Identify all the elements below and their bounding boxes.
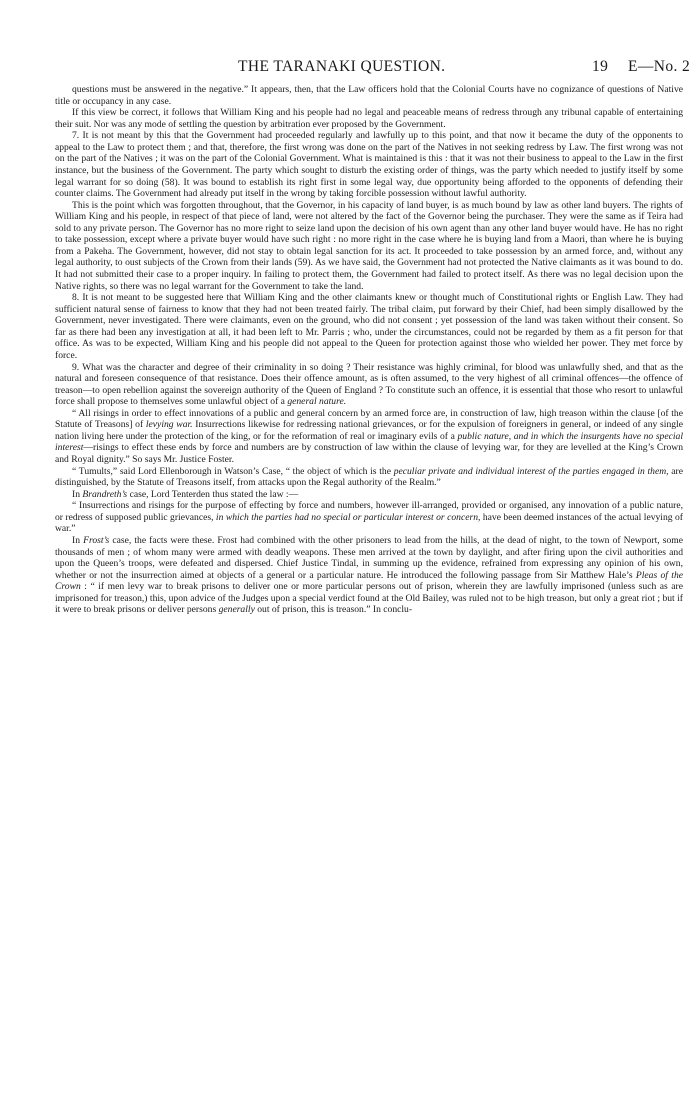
text-run: questions must be answered in the negative.” It appears, then, that the Law officers hold that the Colonial Courts have no cognizance of questions of Native title or occupancy in any case. xyxy=(55,84,683,107)
paragraph xyxy=(55,200,683,293)
paragraph xyxy=(55,292,683,361)
text-run: are distinguished, by the Statute of Treasons itself, from attacks upon the Regal authority of the Realm.” xyxy=(55,465,683,489)
text-run: case, Lord Tenterden thus stated the law :— xyxy=(127,488,299,500)
paragraph xyxy=(55,84,683,107)
page-header xyxy=(0,58,700,78)
text-run: Insurrections likewise for redressing national grievances, or for the expulsion of foreigners in general, or indeed of any single nation living here under the protection of the king, or for the reformation of real or imaginary evils of a xyxy=(55,419,683,442)
italic-run: Brandreth’s xyxy=(82,488,128,500)
paragraph xyxy=(55,489,683,501)
italic-run: peculiar private and individual interest of the parties engaged in them, xyxy=(393,465,669,477)
italic-run: public nature, and in which the insurgents have no special interest xyxy=(55,430,683,454)
paragraph xyxy=(55,130,683,199)
text-run: “ Insurrections and risings for the purpose of effecting by force and numbers, however ill-arranged, provided or organised, any innovation of a public nature, or redress of supposed public grievances, xyxy=(55,500,683,523)
text-run: have been deemed instances of the actual levying of war.” xyxy=(55,511,683,535)
italic-run: Pleas of the Crown xyxy=(55,569,683,593)
italic-run: generally xyxy=(218,604,255,616)
text-run: : “ if men levy war to break prisons to deliver one or more particular persons out of prison, wherein they are lawfully imprisoned (unless such as are imprisoned for treason,) this, upon advice of the Judges upon a special verdict found at the Old Bailey, was ruled not to be high treason, but only a great riot ; but if it were to break prisons or deliver persons xyxy=(55,581,683,616)
text-run: In xyxy=(72,534,84,546)
text-run: —risings to effect these ends by force and numbers are by construction of law within the clause of levying war, for they are levelled at the King’s Crown and Royal dignity.” So says Mr. Justice Foster. xyxy=(55,442,683,465)
running-title: THE TARANAKI QUESTION. xyxy=(238,58,446,75)
paragraph xyxy=(55,535,683,616)
text-run: 8. It is not meant to be suggested here that William King and the other claimants knew or thought much of Constitutional rights or English Law. They had sufficient natural sense of fairness to know that they had not been treated fairly. The tribal claim, put forward by their Chief, had been simply disallowed by the Government, never investigated. There were claimants, even on the ground, who did not consent ; yet possession of the land was taken without their consent. So far as there had been any investigation at all, it had been left to Mr. Parris ; who, under the circumstances, could not be regarded by them as a fit person for that office. As was to be expected, William King and his people did not appeal to the Queen for protection against those who wielded her power. They met force by force. xyxy=(55,292,683,361)
italic-run: general nature. xyxy=(287,396,347,408)
text-run: 9. What was the character and degree of their criminality in so doing ? Their resistance was highly criminal, for blood was unlawfully shed, and that as the natural and foreseen consequence of that resistance. Does their offence amount, as is often assumed, to the very highest of all criminal offences—the offence of treason—to open rebellion against the sovereign authority of the Queen of England ? To constitute such an offence, it is essential that those who resort to unlawful force shall propose to themselves some unlawful object of a xyxy=(55,361,683,408)
paragraph xyxy=(55,362,683,408)
italic-run: levying war. xyxy=(145,419,193,431)
text-run: If this view be correct, it follows that William King and his people had no legal and peaceable means of redress through any tribunal capable of entertaining their suit. Nor was any mode of settling the question by arbitration ever proposed by the Government. xyxy=(55,107,683,130)
paper-reference: E—No. 2 xyxy=(628,58,691,75)
block-quote xyxy=(55,466,683,489)
text-run: out of prison, this is treason.” In conclu- xyxy=(254,604,413,616)
block-quote xyxy=(55,408,683,466)
text-run: In xyxy=(72,488,83,500)
text-run: “ Tumults,” said Lord Ellenborough in Watson’s Case, “ the object of which is the xyxy=(72,465,394,477)
text-run: 7. It is not meant by this that the Government had proceeded regularly and lawfully up to this point, and that now it became the duty of the opponents to appeal to the Law to protect them ; and that, therefore, the first wrong was done on the part of the Natives in not seeking redress by Law. The first wrong was not on the part of the Natives ; it was on the part of the Colonial Government. What is maintained is this : that it was not their business to appeal to the Law in the first instance, but the business of the Government. The party which sought to disturb the existing order of things, was the party which needed to justify itself by some legal warrant for so doing (58). It was bound to establish its right first in some legal way, due opportunity being afforded to the opponents of defending their counter claims. The Government had already put itself in the wrong by taking forcible possession without lawful authority. xyxy=(55,130,683,200)
text-run: case, the facts were these. Frost had combined with the other prisoners to lead from the hills, at the dead of night, to the town of Newport, some thousands of men ; of whom many were armed with deadly weapons. These men arrived at the town by daylight, and after firing upon the civil authorities and upon the Queen’s troops, were defeated and dispersed. Chief Justice Tindal, in summing up the evidence, refrained from expressing any opinion of his own, whether or not the insurrection aimed at objects of a general or a particular nature. He introduced the following passage from Sir Matthew Hale’s xyxy=(55,534,683,581)
block-quote xyxy=(55,500,683,535)
italic-run: in which the parties had no special or particular interest or concern, xyxy=(215,511,481,523)
italic-run: Frost’s xyxy=(83,534,110,546)
text-run: “ All risings in order to effect innovations of a public and general concern by an armed force are, in construction of law, high treason within the clause [of the Statute of Treasons] of xyxy=(55,407,683,431)
body-text xyxy=(55,84,683,616)
page-number: 19 xyxy=(592,58,609,75)
paragraph xyxy=(55,107,683,130)
text-run: This is the point which was forgotten throughout, that the Governor, in his capacity of land buyer, is as much bound by law as other land buyers. The rights of William King and his people, in respect of that piece of land, were not altered by the fact of the Governor being the purchaser. They were the same as if Teira had sold to any private person. The Governor has no more right to seize land upon the decision of his own agent than any other land buyer would have. He has no right to take possession, except where a private buyer would have such right : no more right in the case where he is buying land from a Maori, than where he is buying from a Pakeha. The Government, however, did not stay to obtain legal sanction for its act. It proceeded to take possession by an armed force, and, without any legal authority, to oust subjects of the Crown from their lands (59). As we have said, the Government had not protected the Native claimants as it was bound to do. It had not submitted their case to a proper inquiry. In failing to protect them, the Government had failed to protect itself. As there was no legal decision upon the Native rights, so there was no legal warrant for the Government to take the land. xyxy=(55,199,683,292)
